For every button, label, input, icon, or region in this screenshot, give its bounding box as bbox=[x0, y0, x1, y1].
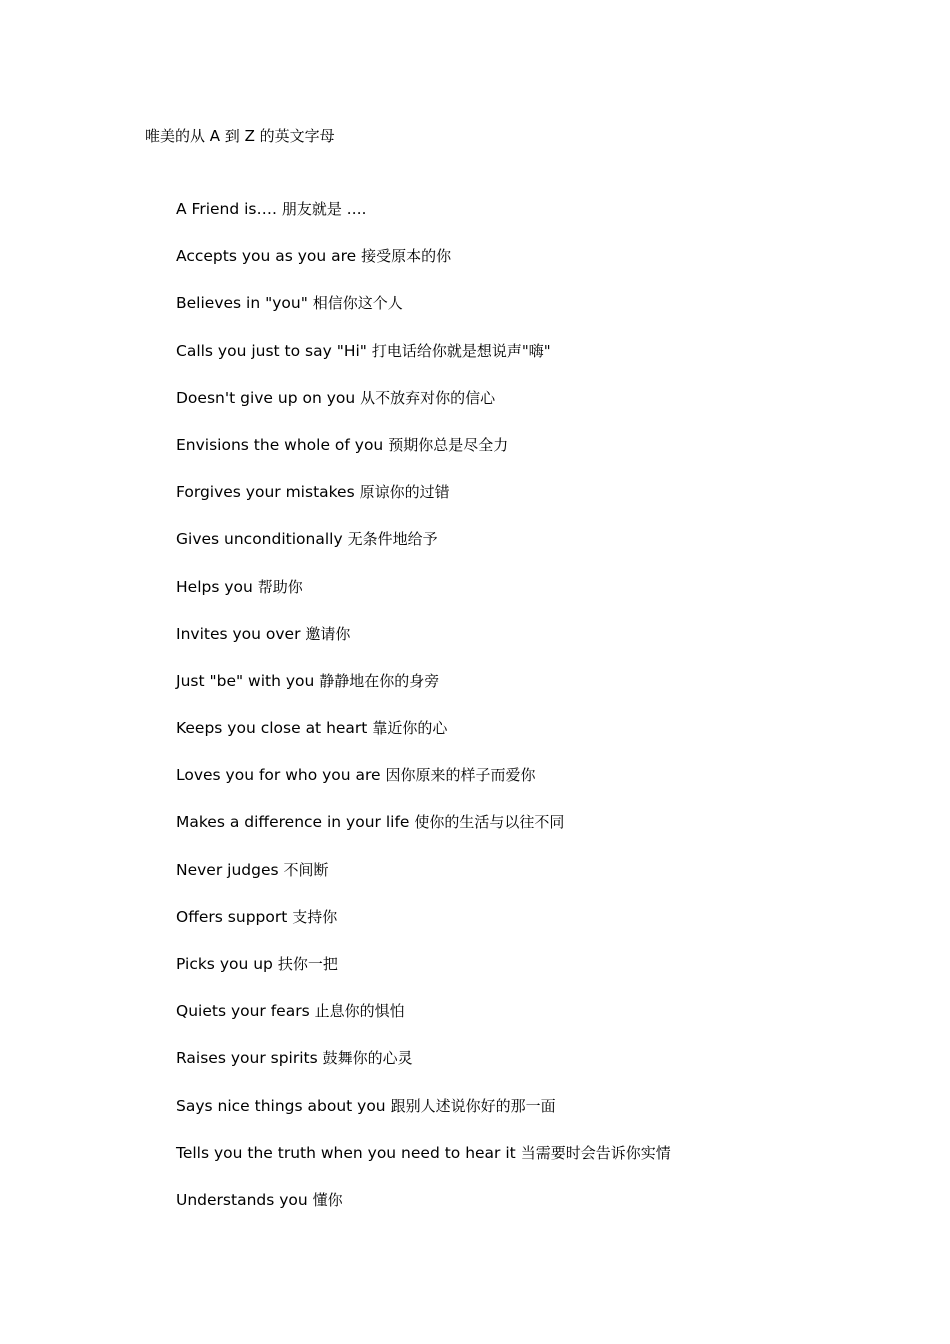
entry-english: Helps you bbox=[176, 577, 253, 596]
entry-english: Doesn't give up on you bbox=[176, 388, 356, 407]
list-item bbox=[176, 764, 671, 811]
entry-chinese: 使你的生活与以往不同 bbox=[414, 813, 565, 832]
list-item bbox=[176, 1000, 671, 1047]
list-item bbox=[176, 292, 671, 339]
entry-english: Understands you bbox=[176, 1190, 308, 1209]
entry-chinese: 不间断 bbox=[283, 860, 329, 879]
entry-chinese: 预期你总是尽全力 bbox=[388, 435, 509, 454]
entry-english: A Friend is…. bbox=[176, 200, 277, 218]
entry-english: Raises your spirits bbox=[176, 1049, 318, 1068]
list-item bbox=[176, 340, 671, 387]
entry-chinese: 接受原本的你 bbox=[361, 247, 452, 266]
entry-english: Makes a difference in your life bbox=[176, 813, 410, 832]
list-item bbox=[176, 717, 671, 764]
list-item bbox=[176, 859, 671, 906]
entry-chinese: 相信你这个人 bbox=[312, 294, 403, 313]
entry-english: Gives unconditionally bbox=[176, 530, 343, 549]
entry-chinese: 帮助你 bbox=[257, 577, 303, 596]
entry-chinese: 静静地在你的身旁 bbox=[319, 671, 440, 690]
entry-english: Loves you for who you are bbox=[176, 766, 381, 785]
entry-english: Keeps you close at heart bbox=[176, 719, 368, 738]
entry-english: Just "be" with you bbox=[176, 671, 315, 690]
entry-chinese: 因你原来的样子而爱你 bbox=[385, 766, 536, 785]
entry-chinese: 当需要时会告诉你实情 bbox=[520, 1143, 671, 1162]
entry-chinese: 从不放弃对你的信心 bbox=[360, 388, 496, 407]
entry-english: Offers support bbox=[176, 907, 288, 926]
entry-english: Tells you the truth when you need to hear it bbox=[176, 1143, 516, 1162]
list-item bbox=[176, 481, 671, 528]
entry-chinese: 扶你一把 bbox=[277, 955, 338, 973]
list-item bbox=[176, 811, 671, 858]
entry-english: Never judges bbox=[176, 860, 279, 879]
list-item bbox=[176, 623, 671, 670]
list-item bbox=[176, 953, 671, 1000]
list-item bbox=[176, 387, 671, 434]
entry-list bbox=[176, 198, 671, 1236]
entry-chinese: 靠近你的心 bbox=[372, 719, 448, 738]
list-item bbox=[176, 245, 671, 292]
entry-chinese: 支持你 bbox=[292, 907, 338, 926]
list-item bbox=[176, 528, 671, 575]
list-item bbox=[176, 1142, 671, 1189]
entry-english: Says nice things about you bbox=[176, 1096, 386, 1115]
entry-chinese: 跟别人述说你好的那一面 bbox=[390, 1096, 556, 1115]
list-item bbox=[176, 576, 671, 623]
list-item bbox=[176, 906, 671, 953]
entry-chinese: 邀请你 bbox=[305, 624, 351, 643]
entry-chinese: 鼓舞你的心灵 bbox=[322, 1049, 413, 1068]
entry-chinese: 原谅你的过错 bbox=[359, 483, 450, 502]
entry-english: Invites you over bbox=[176, 624, 301, 643]
entry-english: Quiets your fears bbox=[176, 1002, 310, 1021]
list-item bbox=[176, 198, 671, 245]
entry-chinese: 朋友就是 …. bbox=[281, 200, 367, 218]
entry-chinese: 止息你的惧怕 bbox=[314, 1002, 405, 1021]
document-title: 唯美的从 A 到 Z 的英文字母 bbox=[145, 127, 335, 145]
entry-english: Picks you up bbox=[176, 955, 273, 973]
entry-chinese: 打电话给你就是想说声"嗨" bbox=[371, 341, 551, 360]
list-item bbox=[176, 1189, 671, 1236]
list-item bbox=[176, 434, 671, 481]
entry-english: Believes in "you" bbox=[176, 294, 308, 313]
entry-english: Calls you just to say "Hi" bbox=[176, 341, 367, 360]
entry-english: Envisions the whole of you bbox=[176, 435, 384, 454]
entry-chinese: 无条件地给予 bbox=[347, 530, 438, 549]
list-item bbox=[176, 670, 671, 717]
list-item bbox=[176, 1047, 671, 1094]
entry-english: Accepts you as you are bbox=[176, 247, 357, 266]
list-item bbox=[176, 1095, 671, 1142]
entry-chinese: 懂你 bbox=[312, 1190, 343, 1209]
entry-english: Forgives your mistakes bbox=[176, 483, 355, 502]
